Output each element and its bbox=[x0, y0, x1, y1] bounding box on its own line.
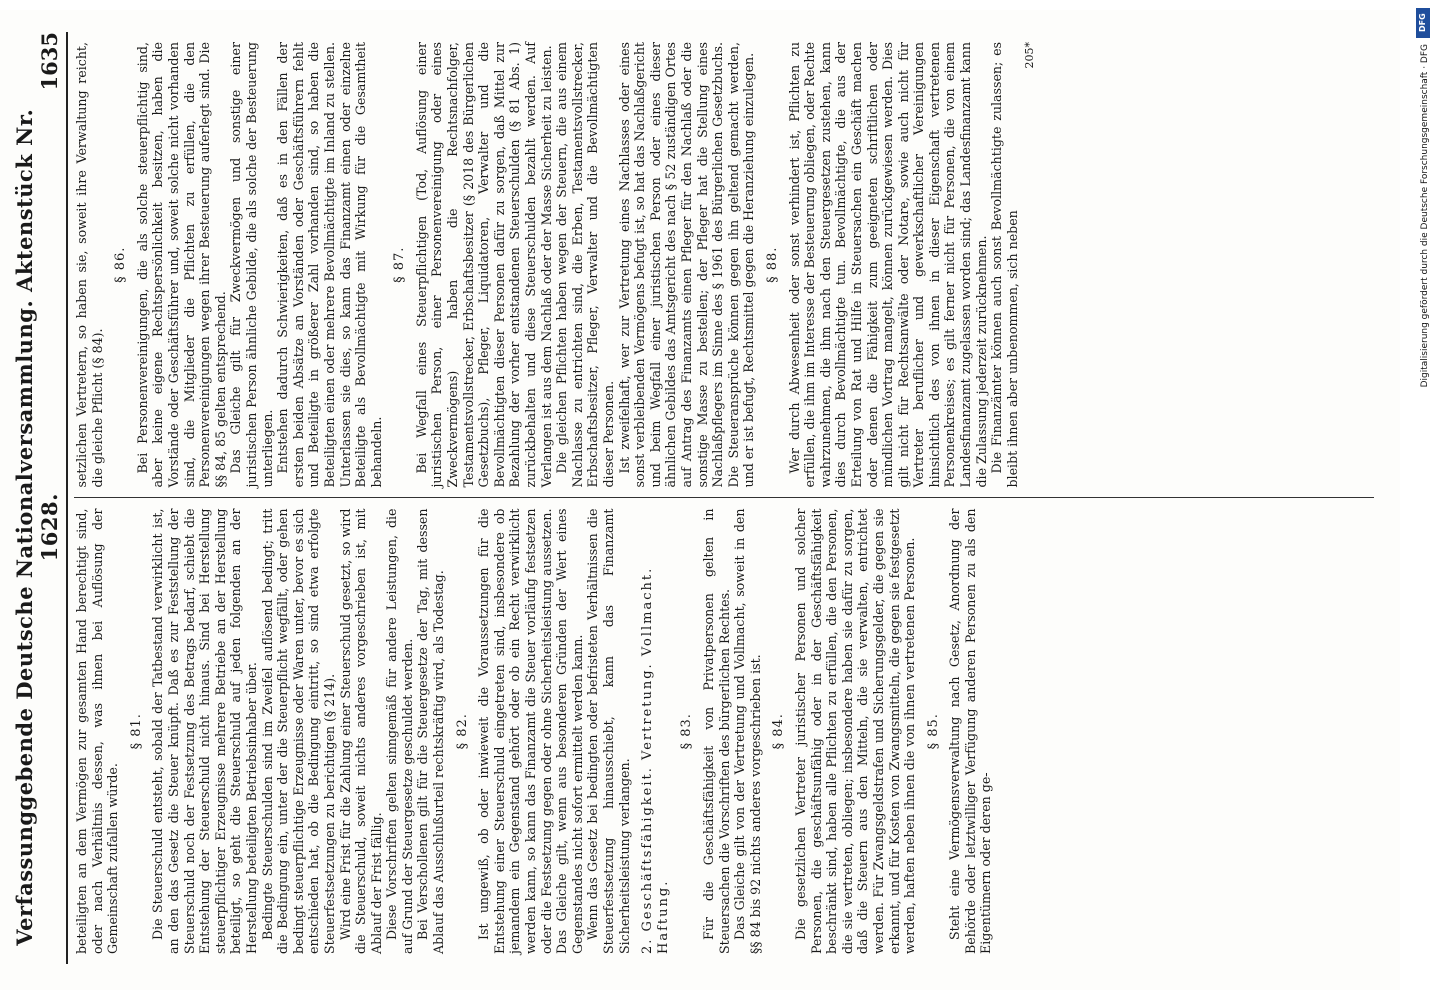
paragraph: Ist zweifelhaft, wer zur Vertretung eines Nachlasses oder eines sonst verbleibenden Vermögens befugt ist, so hat das Nachlaßgericht und beim Wegfall einer juristischen Person oder eines dieser ähnlichen Gebildes das Amtsgericht des nach § 52 zuständigen Ortes auf Antrag des Finanzamts einen Pfleger für den Nachlaß oder die sonstige Masse zu bestellen; der Pfleger hat die Stellung eines Nachlaßpflegers im Sinne des § 1961 des Bürgerlichen Gesetzbuchs. Die Steueransprüche können gegen ihn geltend gemacht werden, und er ist befugt, Rechtsmittel gegen die Heranziehung einzulegen. bbox=[616, 42, 757, 488]
digitization-note: Digitalisierung gefördert durch die Deutsche Forschungsgemeinschaft · DFG bbox=[1420, 44, 1430, 388]
right-column bbox=[74, 32, 1374, 498]
paragraph: Die Finanzämter können auch sonst Bevollmächtigte zulassen; es bleibt ihnen aber unbenommen, sich neben bbox=[989, 42, 1020, 488]
paragraph: Bedingte Steuerschulden sind im Zweifel auflösend bedingt; tritt die Bedingung ein, unter der die Steuerpflicht wegfällt, oder gehen bedingt steuerpflichtige Erzeugnisse oder Waren unter, bevor es sich entschieden hat, ob die Bedingung eintritt, so sind etwa erfolgte Steuerfestsetzungen zu berichtigen (§ 214). bbox=[259, 508, 337, 954]
digitization-sidebar bbox=[1412, 0, 1434, 1000]
paragraph: Wer durch Abwesenheit oder sonst verhindert ist, Pflichten zu erfüllen, die ihm im Interesse der Besteuerung obliegen, oder Rechte wahrzunehmen, die ihm nach den Steuergesetzen zustehen, kann dies durch Bevollmächtigte tun. Bevollmächtigte, die aus der Erteilung von Rat und Hilfe in Steuersachen ein Geschäft machen oder denen die Fähigkeit zum geeigneten schriftlichen oder mündlichen Vortrag mangelt, können zurückgewiesen werden. Dies gilt nicht für Rechtsanwälte oder Notare, sowie auch nicht für Vertreter beruflicher und gewerkschaftlicher Vereinigungen hinsichtlich des von ihnen in dieser Eigenschaft vertretenen Personenkreises; es gilt ferner nicht für Personen, die von einem Landesfinanzamt zugelassen worden sind; das Landesfinanzamt kann die Zulassung jederzeit zurücknehmen. bbox=[786, 42, 989, 488]
paragraph: Bei Verschollenen gilt für die Steuergesetze der Tag, mit dessen Ablauf das Ausschlußurteil rechtskräftig wird, als Todestag. bbox=[415, 508, 447, 954]
paragraph: Ist ungewiß, ob oder inwieweit die Voraussetzungen für die Entstehung einer Steuerschuld eingetreten sind, insbesondere ob jemandem ein Gegenstand gehört oder ob ein Recht verwirklicht werden kann, so kann das Finanzamt die Steuer vorläufig festsetzen oder die Festsetzung gegen oder ohne Sicherheitsleistung aussetzen. Das Gleiche gilt, wenn aus besonderen Gründen der Wert eines Gegenstandes nicht sofort ermittelt werden kann. bbox=[476, 508, 585, 954]
paragraph: Diese Vorschriften gelten sinngemäß für andere Leistungen, die auf Grund der Steuergesetze geschuldet werden. bbox=[384, 508, 415, 954]
paragraph: Die gesetzlichen Vertreter juristischer Personen und solcher Personen, die geschäftsunfähig oder in der Geschäftsfähigkeit beschränkt sind, haben alle Pflichten zu erfüllen, die den Personen, die sie vertreten, obliegen; insbesondere haben sie dafür zu sorgen, daß die Steuern aus den Mitteln, die sie verwalten, entrichtet werden. Für Zwangsgeldstrafen und Sicherungsgelder, die gegen sie erkannt, und für Kosten von Zwangsmitteln, die gegen sie festgesetzt werden, haften neben ihnen die von ihnen vertretenen Personen. bbox=[792, 508, 918, 954]
paragraph: Das Gleiche gilt von der Vertretung und Vollmacht, soweit in den §§ 84 bis 92 nichts anderes vorgeschrieben ist. bbox=[732, 508, 763, 954]
section-heading: § 88. bbox=[764, 246, 780, 283]
sheet-number: 205* bbox=[1023, 42, 1037, 69]
section-heading: § 84. bbox=[771, 713, 787, 750]
paragraph: Für die Geschäftsfähigkeit von Privatpersonen gelten in Steuersachen die Vorschriften des bürgerlichen Rechtes. bbox=[700, 508, 732, 954]
paragraph: Das Gleiche gilt für Zweckvermögen und sonstige einer juristischen Person ähnliche Gebilde, die als solche der Besteuerung unterliegen. bbox=[228, 42, 275, 488]
section-heading: § 86. bbox=[113, 246, 129, 283]
page-header bbox=[12, 32, 68, 964]
paragraph: Entstehen dadurch Schwierigkeiten, daß es in den Fällen der ersten beiden Absätze an Vorständen oder Geschäftsführern fehlt und Beteiligte in größerer Zahl vorhanden sind, so haben die Beteiligten einen oder mehrere Bevollmächtigte im Inland zu stellen. Unterlassen sie dies, so kann das Finanzamt einen oder einzelne Beteiligte als Bevollmächtigte mit Wirkung für die Gesamtheit behandeln. bbox=[275, 42, 384, 488]
subsection-heading: 2. Geschäftsfähigkeit. Vertretung. Vollmacht. Haftung. bbox=[640, 566, 671, 954]
paragraph: Die Steuerschuld entsteht, sobald der Tatbestand verwirklicht ist, an den das Gesetz die Steuer knüpft. Daß es zur Feststellung der Steuerschuld noch der Festsetzung des Betrags bedarf, schiebt die Entstehung der Steuerschuld nicht hinaus. Sind bei Herstellung steuerpflichtiger Erzeugnisse mehrere Betriebe an der Herstellung beteiligt, so geht die Steuerschuld auf jeden folgenden an der Herstellung beteiligten Betriebsinhaber über. bbox=[150, 508, 259, 954]
section-heading: § 82. bbox=[454, 713, 470, 750]
paragraph: beteiligten an dem Vermögen zur gesamten Hand berechtigt sind, oder nach Verhältnis dessen, was ihnen bei Auflösung der Gemeinschaft zufallen würde. bbox=[74, 508, 121, 954]
section-heading: § 83. bbox=[679, 713, 695, 750]
paragraph: setzlichen Vertretern, so haben sie, soweit ihre Verwaltung reicht, die gleiche Pflicht (§ 84). bbox=[74, 42, 105, 488]
paragraph: Wird eine Frist für die Zahlung einer Steuerschuld gesetzt, so wird die Steuerschuld, soweit nichts anderes vorgeschrieben ist, mit Ablauf der Frist fällig. bbox=[337, 508, 384, 954]
page-title: Verfassunggebende Deutsche Nationalversammlung. Aktenstück Nr. 1628. bbox=[12, 108, 62, 946]
paragraph: Die gleichen Pflichten haben wegen der Steuern, die aus einem Nachlasse zu entrichten sind, die Erben, Testamentsvollstrecker, Erbschaftsbesitzer, Pfleger, Verwalter und die Bevollmächtigten dieser Personen. bbox=[554, 42, 616, 488]
scanned-page bbox=[0, 10, 1400, 990]
section-heading: § 85. bbox=[925, 713, 941, 750]
text-columns bbox=[74, 32, 1374, 964]
paragraph: Bei Personenvereinigungen, die als solche steuerpflichtig sind, aber keine eigene Rechtspersönlichkeit besitzen, haben die Vorstände oder Geschäftsführer und, soweit solche nicht vorhanden sind, die Mitglieder die Pflichten zu erfüllen, die den Personenvereinigungen wegen ihrer Besteuerung auferlegt sind. Die §§ 84, 85 gelten entsprechend. bbox=[134, 42, 228, 488]
dfg-logo: DFG bbox=[1416, 8, 1430, 38]
paragraph: Wenn das Gesetz bei bedingten oder befristeten Verhältnissen die Steuerfestsetzung hinausschiebt, kann das Finanzamt Sicherheitsleistung verlangen. bbox=[585, 508, 632, 954]
paragraph: Bei Wegfall eines Steuerpflichtigen (Tod, Auflösung einer juristischen Person, einer Personenvereinigung oder eines Zweckvermögens) haben die Rechtsnachfolger, Testamentsvollstrecker, Erbschaftsbesitzer (§ 2018 des Bürgerlichen Gesetzbuchs), Pfleger, Liquidatoren, Verwalter und die Bevollmächtigten dieser Personen dafür zu sorgen, daß Mittel zur Bezahlung der vorher entstandenen Steuerschulden (§ 81 Abs. 1) zurückbehalten und diese Steuerschulden bezahlt werden. Auf Verlangen ist aus dem Nachlaß oder der Masse Sicherheit zu leisten. bbox=[413, 42, 554, 488]
section-heading: § 81. bbox=[128, 713, 144, 750]
page-number: 1635 bbox=[37, 32, 62, 91]
paragraph: Steht eine Vermögensverwaltung nach Gesetz, Anordnung der Behörde oder letztwilliger Verfügung anderen Personen zu als den Eigentümern oder deren ge- bbox=[947, 508, 994, 954]
left-column bbox=[74, 498, 1374, 965]
section-heading: § 87. bbox=[392, 246, 408, 283]
